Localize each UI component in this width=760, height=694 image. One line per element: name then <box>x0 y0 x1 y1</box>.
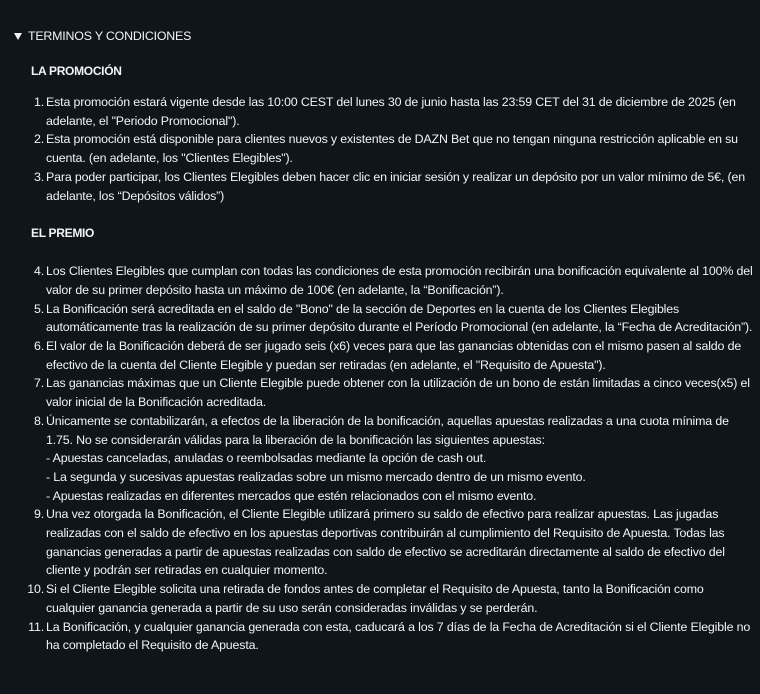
list-item <box>14 168 760 205</box>
item-text: La Bonificación será acreditada en el saldo de "Bono" de la sección de Deportes en la cuenta de los Clientes Elegibles automáticamente tras la realización de su primer depósito durante el Período Promocional (en adelante, la “Fecha de Acreditación”). <box>46 301 753 335</box>
item-number: 11. <box>28 619 44 634</box>
terms-title: TERMINOS Y CONDICIONES <box>28 29 192 43</box>
list-item <box>14 300 760 337</box>
item-number: 6. <box>33 339 44 354</box>
list-item <box>14 93 760 130</box>
list-item <box>14 130 760 167</box>
sub-item: - Apuestas realizadas en diferentes mercados que estén relacionados con el mismo evento. <box>46 488 537 503</box>
sub-item: - La segunda y sucesivas apuestas realizadas sobre un mismo mercado dentro de un mismo evento. <box>46 469 586 484</box>
terms-toggle[interactable] <box>14 27 760 45</box>
sub-item: - Apuestas canceladas, anuladas o reembolsadas mediante la opción de cash out. <box>46 451 487 466</box>
promotion-list <box>14 93 760 205</box>
item-text: La Bonificación, y cualquier ganancia generada con esta, caducará a los 7 días de la Fecha de Acreditación si el Cliente Elegible no ha completado el Requisito de Apuesta. <box>46 619 751 653</box>
item-text: Una vez otorgada la Bonificación, el Cliente Elegible utilizará primero su saldo de efectivo para realizar apuestas. Las jugadas realizadas con el saldo de efectivo en los apuestas deportivas contribuirán al cumplimiento del Requisito de Apuesta. Todas las ganancias generadas a partir de apuestas realizadas con saldo de efectivo se acreditarán directamente al saldo de efectivo del cliente y podrán ser retiradas en cualquier momento. <box>46 507 725 578</box>
item-number: 5. <box>33 301 44 316</box>
list-item <box>14 580 760 617</box>
item-text: Si el Cliente Elegible solicita una retirada de fondos antes de completar el Requisito de Apuesta, tanto la Bonificación como cualquier ganancia generada a partir de su uso serán consideradas inválidas y se perderán. <box>46 582 704 615</box>
list-item <box>14 505 760 580</box>
item-number: 2. <box>33 132 44 147</box>
item-number: 9. <box>33 507 44 522</box>
item-text: El valor de la Bonificación deberá de ser jugado seis (x6) veces para que las ganancias obtenidas con el mismo pasen al saldo de efectivo de la cuenta del Cliente Elegible y puedan ser retiradas (en adelante, el "Requisito de Apuesta"). <box>46 339 742 372</box>
item-text: Únicamente se contabilizarán, a efectos de la liberación de la bonificación, aquellas apuestas realizadas a una cuota mínima de 1.75. No se considerarán válidas para la liberación de la bonificación las siguientes apuestas: <box>46 413 729 447</box>
caret-down-icon <box>14 33 22 40</box>
list-item <box>14 262 760 299</box>
prize-list <box>14 262 760 655</box>
item-number: 3. <box>33 169 44 184</box>
item-number: 10. <box>27 582 44 597</box>
list-item <box>14 412 760 506</box>
item-text: Los Clientes Elegibles que cumplan con todas las condiciones de esta promoción recibirán una bonificación equivalente al 100% del valor de su primer depósito hasta un máximo de 100€ (en adelante, la “Bonificación”). <box>46 264 753 297</box>
item-number: 4. <box>33 264 44 279</box>
item-number: 1. <box>33 95 44 109</box>
section-title-promotion: LA PROMOCIÓN <box>31 64 122 78</box>
item-text: Las ganancias máximas que un Cliente Elegible puede obtener con la utilización de un bono de están limitadas a cinco veces(x5) el valor inicial de la Bonificación acreditada. <box>46 376 750 410</box>
item-number: 7. <box>33 376 44 391</box>
item-number: 8. <box>33 413 44 428</box>
list-item <box>14 618 760 655</box>
list-item <box>14 374 760 411</box>
item-text: Para poder participar, los Clientes Elegibles deben hacer clic en iniciar sesión y realizar un depósito por un valor mínimo de 5€, (en adelante, los “Depósitos válidos”) <box>46 169 745 203</box>
item-text: Esta promoción estará vigente desde las 10:00 CEST del lunes 30 de junio hasta las 23:59 CET del 31 de diciembre de 2025 (en adelante, el "Periodo Promocional"). <box>46 95 736 128</box>
item-text: Esta promoción está disponible para clientes nuevos y existentes de DAZN Bet que no tengan ninguna restricción aplicable en su cuenta. (en adelante, los "Clientes Elegibles"). <box>46 132 738 166</box>
list-item <box>14 337 760 374</box>
section-title-prize: EL PREMIO <box>31 226 95 241</box>
